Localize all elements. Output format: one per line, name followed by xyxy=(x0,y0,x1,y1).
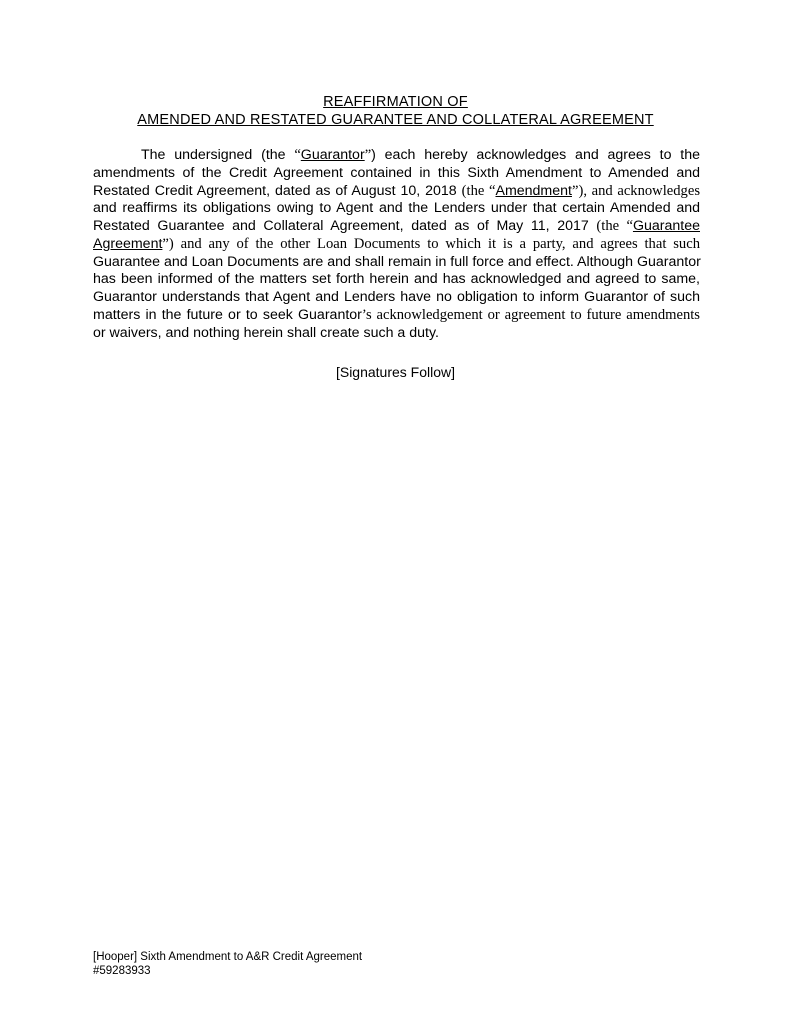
paragraph-line xyxy=(93,147,700,165)
text-run: Guarantee and Loan Documents are and shall remain in full force and effect. Although Guarantor xyxy=(93,253,701,270)
defined-term-amendment: Amendment xyxy=(495,182,572,199)
defined-term-guarantee: Guarantee xyxy=(632,218,700,234)
paragraph-line xyxy=(93,307,700,325)
text-run: ’s acknowledgement or agreement to future amendments xyxy=(361,306,700,323)
text-run: Guarantor understands that Agent and Lenders have no obligation to inform Guarantor of such xyxy=(93,289,700,305)
text-run: has been informed of the matters set forth herein and has acknowledged and agreed to same, xyxy=(93,271,700,288)
document-title-line-2: AMENDED AND RESTATED GUARANTEE AND COLLATERAL AGREEMENT xyxy=(137,112,654,128)
text-run: matters in the future or to seek Guarantor xyxy=(93,306,362,323)
paragraph-line xyxy=(93,325,700,343)
paragraph-line xyxy=(93,254,700,272)
text-run: amendments of the Credit Agreement contained in this Sixth Amendment to Amended and xyxy=(93,164,700,181)
paragraph-line xyxy=(93,236,700,254)
text-run: and reaffirms its obligations owing to Agent and the Lenders under that certain Amended and xyxy=(93,200,700,217)
paragraph-line xyxy=(93,289,700,307)
quote-mark: “ xyxy=(294,147,301,163)
reaffirmation-paragraph xyxy=(93,147,700,342)
paragraph-line xyxy=(93,271,700,289)
paragraph-line xyxy=(93,165,700,183)
text-run: Restated Guarantee and Collateral Agreement, dated as of May 11, 2017 xyxy=(93,218,597,234)
paragraph-line xyxy=(93,183,700,201)
page-footer xyxy=(93,950,362,978)
text-run: ”), and acknowledges xyxy=(571,182,701,199)
quote-mark: ” xyxy=(364,147,372,163)
text-run: ”) and any of the other Loan Documents to which it is a party, and agrees that such xyxy=(162,235,700,252)
footer-document-title: [Hooper] Sixth Amendment to A&R Credit Agreement xyxy=(93,951,363,963)
defined-term-agreement: Agreement xyxy=(93,235,163,252)
text-run: ) each hereby acknowledges and agrees to the xyxy=(371,147,700,163)
footer-document-number: #59283933 xyxy=(93,965,151,977)
text-run: Restated Credit Agreement, dated as of August 10, 2018 xyxy=(93,182,462,199)
text-run: (the “ xyxy=(596,218,633,234)
text-run: The undersigned (the xyxy=(141,147,295,163)
defined-term-guarantor: Guarantor xyxy=(300,147,365,163)
paragraph-line xyxy=(93,200,700,218)
signatures-follow-note: [Signatures Follow] xyxy=(335,364,456,380)
document-title-line-1: REAFFIRMATION OF xyxy=(323,94,468,110)
paragraph-line xyxy=(93,218,700,236)
text-run: (the “ xyxy=(461,182,496,199)
text-run: or waivers, and nothing herein shall create such a duty. xyxy=(93,324,439,341)
